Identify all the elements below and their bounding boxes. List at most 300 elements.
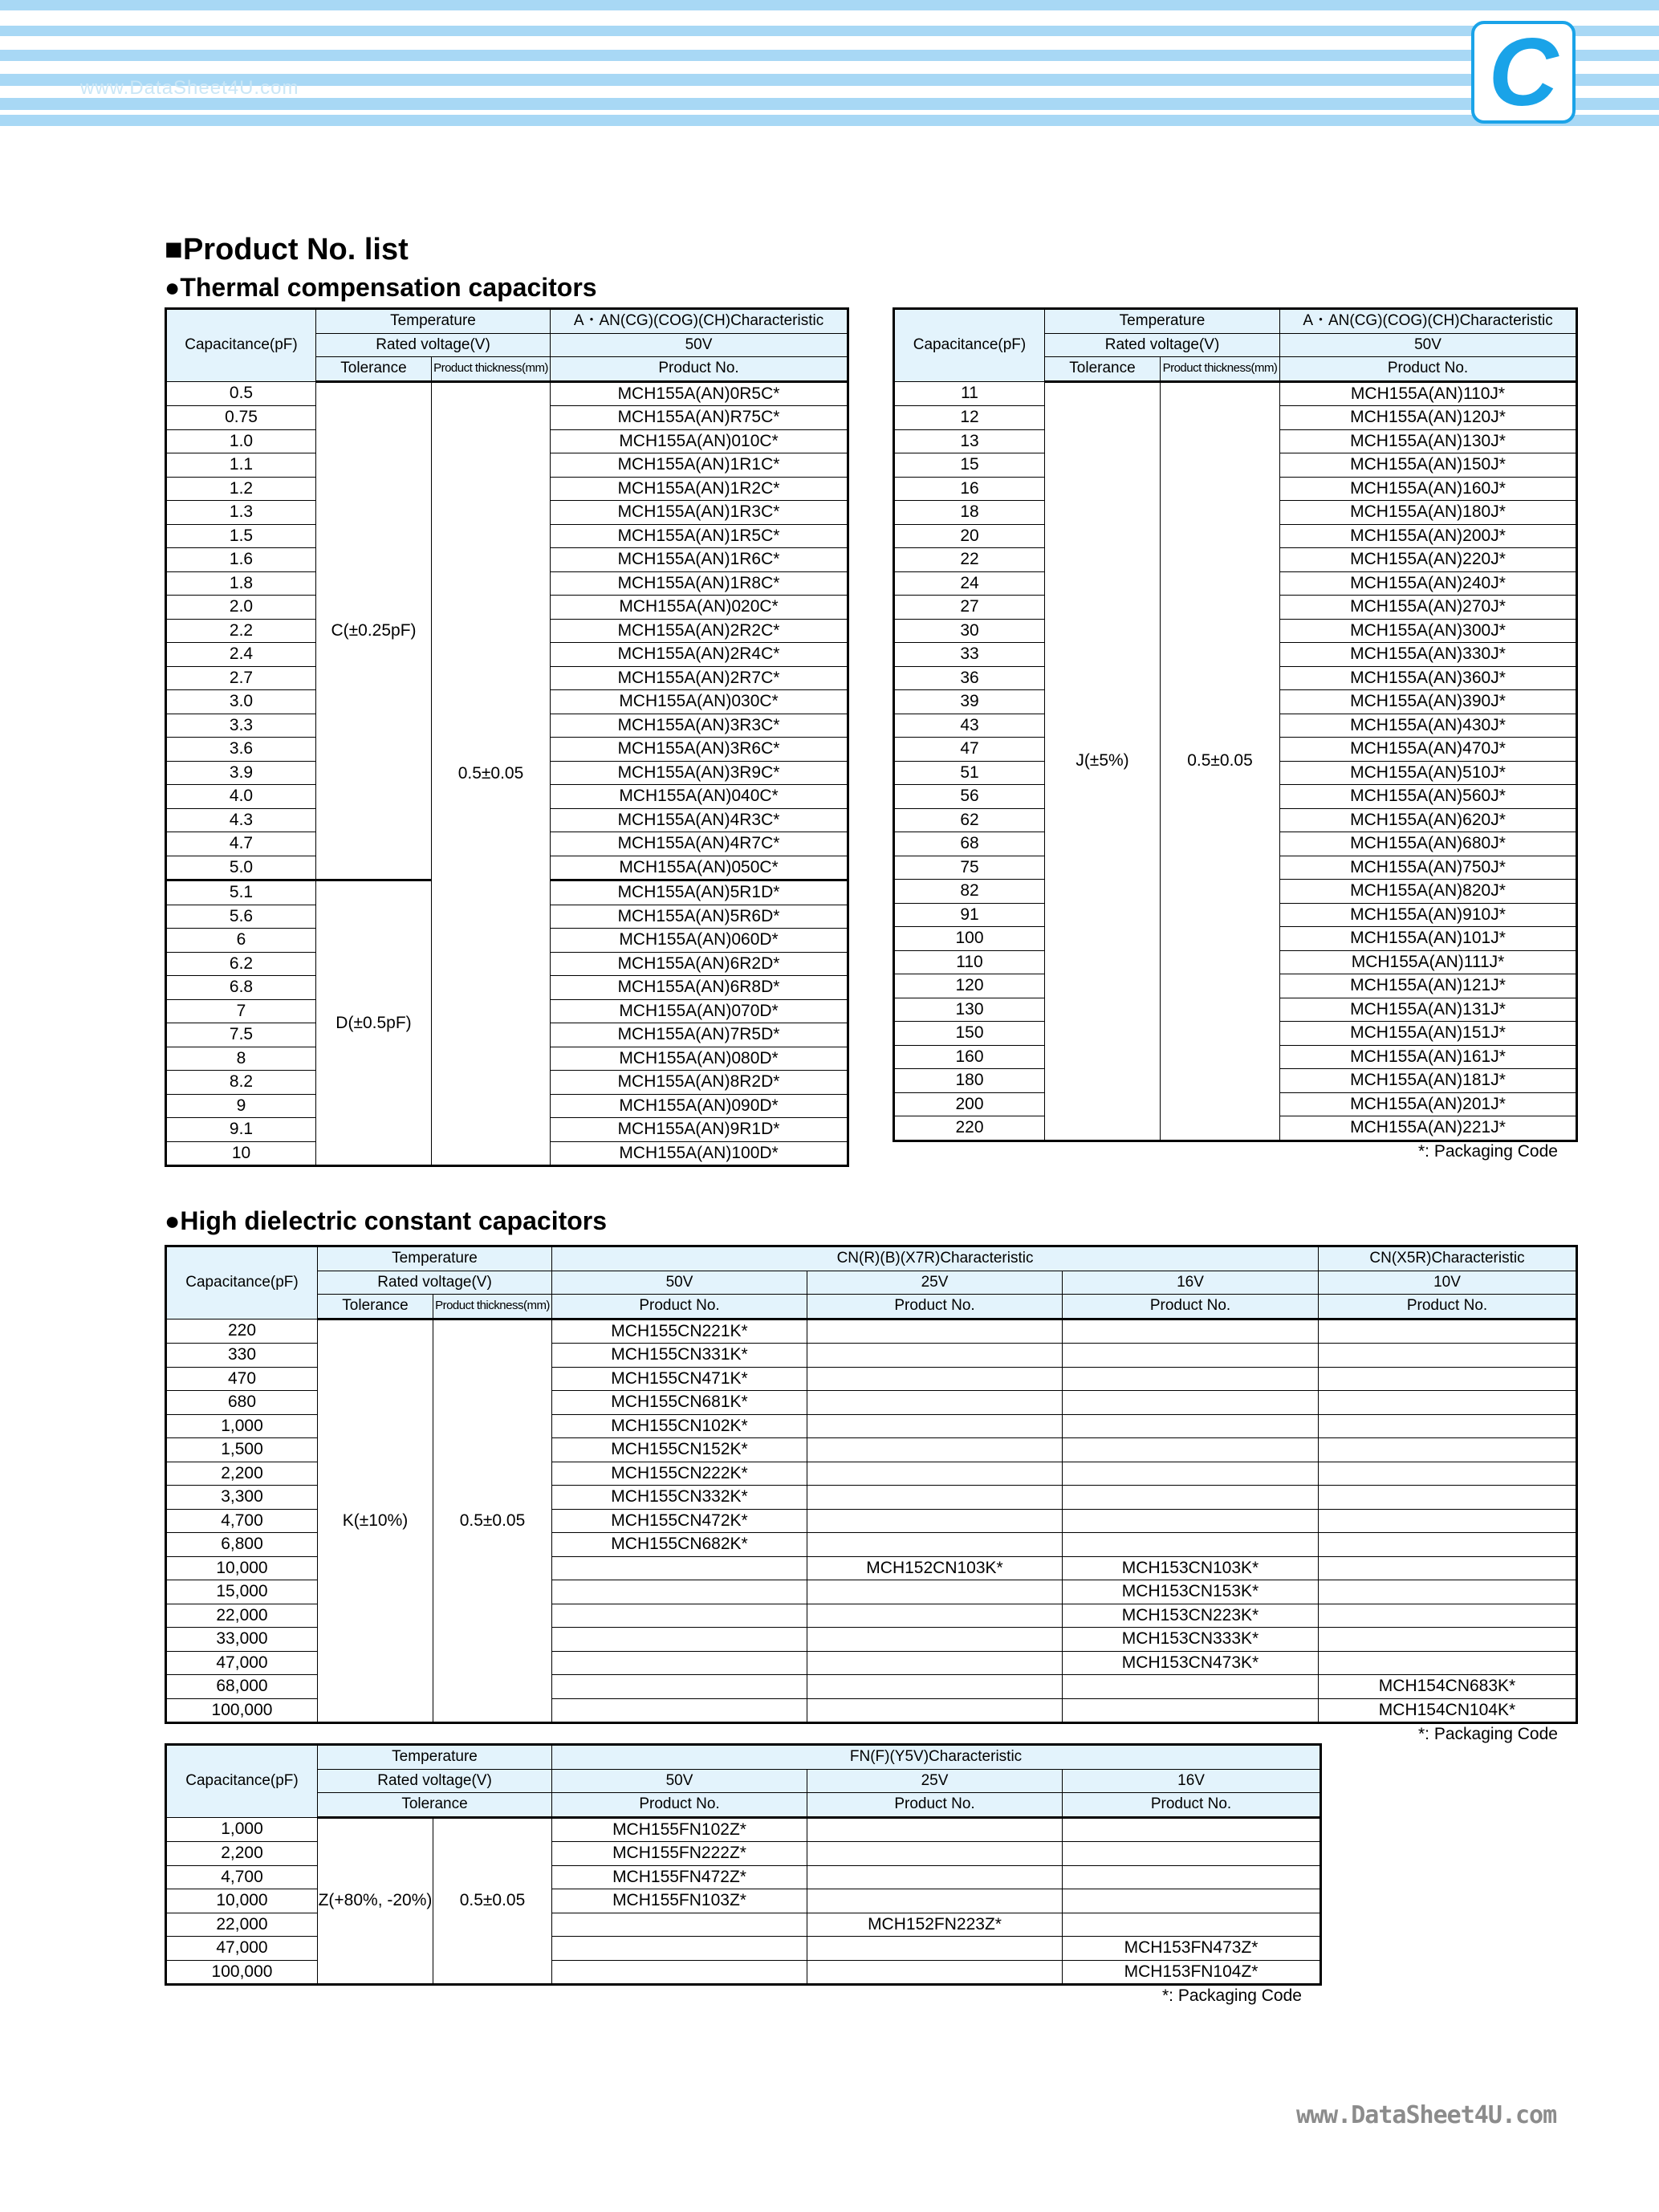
product-number: MCH153CN103K* — [1063, 1556, 1319, 1580]
product-number: MCH155A(AN)620J* — [1280, 808, 1577, 832]
capacitance-value: 1.3 — [166, 501, 316, 525]
product-number: MCH155A(AN)360J* — [1280, 666, 1577, 690]
product-number — [1319, 1462, 1577, 1486]
capacitance-value: 15 — [894, 453, 1045, 478]
product-number — [552, 1913, 807, 1937]
voltage-header: 50V — [552, 1271, 807, 1295]
capacitance-value: 10,000 — [166, 1556, 318, 1580]
thickness-header: Product thickness(mm) — [433, 1295, 552, 1319]
product-number — [807, 1675, 1063, 1699]
product-number: MCH155A(AN)040C* — [551, 785, 848, 809]
thickness-value: 0.5±0.05 — [433, 1817, 552, 1985]
capacitance-value: 75 — [894, 856, 1045, 880]
voltage-header: 50V — [551, 333, 848, 357]
capacitance-value: 220 — [166, 1319, 318, 1344]
capacitance-value: 180 — [894, 1069, 1045, 1093]
product-number — [807, 1889, 1063, 1913]
capacitance-value: 100,000 — [166, 1960, 318, 1985]
product-number: MCH155A(AN)270J* — [1280, 596, 1577, 620]
product-number — [1063, 1865, 1321, 1889]
product-number: MCH155CN152K* — [552, 1438, 807, 1462]
capacitance-value: 33 — [894, 643, 1045, 667]
product-number: MCH155FN222Z* — [552, 1842, 807, 1866]
product-number: MCH155CN472K* — [552, 1509, 807, 1533]
packaging-note: *: Packaging Code — [1418, 1142, 1558, 1161]
product-number: MCH155A(AN)1R8C* — [551, 571, 848, 596]
product-number: MCH153FN473Z* — [1063, 1937, 1321, 1961]
product-number: MCH153CN223K* — [1063, 1604, 1319, 1628]
capacitance-value: 2.7 — [166, 666, 316, 690]
capacitance-value: 2,200 — [166, 1462, 318, 1486]
voltage-header: 16V — [1063, 1271, 1319, 1295]
capacitance-value: 120 — [894, 974, 1045, 998]
cn-table — [165, 1245, 1578, 1724]
page-title: ■Product No. list — [165, 233, 409, 266]
temperature-header: Temperature — [318, 1246, 552, 1271]
product-number: MCH155A(AN)R75C* — [551, 406, 848, 430]
product-number: MCH155A(AN)120J* — [1280, 406, 1577, 430]
packaging-note: *: Packaging Code — [1418, 1725, 1558, 1743]
capacitance-value: 2.4 — [166, 643, 316, 667]
product-number — [1063, 1533, 1319, 1557]
capacitance-value: 330 — [166, 1344, 318, 1368]
product-number — [1319, 1556, 1577, 1580]
capacitance-value: 47 — [894, 738, 1045, 762]
capacitance-value: 1.2 — [166, 477, 316, 501]
product-number: MCH152CN103K* — [807, 1556, 1063, 1580]
capacitance-value: 160 — [894, 1045, 1045, 1069]
product-number: MCH155A(AN)680J* — [1280, 832, 1577, 856]
capacitance-value: 110 — [894, 950, 1045, 974]
product-number: MCH155A(AN)2R7C* — [551, 666, 848, 690]
capacitance-value: 4,700 — [166, 1865, 318, 1889]
product-number: MCH155A(AN)910J* — [1280, 903, 1577, 927]
characteristic-header: A・AN(CG)(COG)(CH)Characteristic — [1280, 309, 1577, 334]
product-number — [1063, 1462, 1319, 1486]
tolerance-header: Tolerance — [318, 1793, 552, 1818]
capacitance-value: 62 — [894, 808, 1045, 832]
capacitance-value: 1,000 — [166, 1817, 318, 1842]
capacitance-value: 3.0 — [166, 690, 316, 714]
table-row — [166, 1817, 1321, 1842]
product-number — [807, 1865, 1063, 1889]
capacitance-value: 1,500 — [166, 1438, 318, 1462]
rated-voltage-header: Rated voltage(V) — [318, 1271, 552, 1295]
product-header: Product No. — [1063, 1295, 1319, 1319]
product-number — [807, 1391, 1063, 1415]
product-number — [1319, 1486, 1577, 1510]
capacitance-value: 0.5 — [166, 381, 316, 406]
capacitance-value: 200 — [894, 1092, 1045, 1116]
thickness-value: 0.5±0.05 — [432, 381, 551, 1166]
capacitance-value: 4.3 — [166, 808, 316, 832]
product-number: MCH155A(AN)4R7C* — [551, 832, 848, 856]
thermal-left-table — [165, 307, 849, 1167]
product-number — [807, 1604, 1063, 1628]
product-number: MCH155A(AN)151J* — [1280, 1022, 1577, 1046]
product-number: MCH155A(AN)080D* — [551, 1047, 848, 1071]
product-number: MCH155A(AN)060D* — [551, 929, 848, 953]
capacitance-value: 100 — [894, 927, 1045, 951]
capacitance-value: 22,000 — [166, 1604, 318, 1628]
product-number — [1063, 1817, 1321, 1842]
product-number: MCH155A(AN)100D* — [551, 1141, 848, 1166]
characteristic-header: A・AN(CG)(COG)(CH)Characteristic — [551, 309, 848, 334]
product-number: MCH155A(AN)181J* — [1280, 1069, 1577, 1093]
capacitance-value: 12 — [894, 406, 1045, 430]
capacitance-value: 33,000 — [166, 1628, 318, 1652]
product-number: MCH155A(AN)9R1D* — [551, 1118, 848, 1142]
temperature-header: Temperature — [316, 309, 551, 334]
capacitance-value: 6 — [166, 929, 316, 953]
product-number: MCH153CN333K* — [1063, 1628, 1319, 1652]
capacitance-value: 43 — [894, 714, 1045, 738]
product-number: MCH155A(AN)180J* — [1280, 501, 1577, 525]
product-number: MCH155A(AN)2R4C* — [551, 643, 848, 667]
tolerance-value: D(±0.5pF) — [316, 880, 432, 1166]
voltage-header: 50V — [552, 1769, 807, 1793]
capacitance-value: 2.2 — [166, 619, 316, 643]
tolerance-value: C(±0.25pF) — [316, 381, 432, 880]
capacitance-value: 8 — [166, 1047, 316, 1071]
product-number: MCH153CN473K* — [1063, 1651, 1319, 1675]
voltage-header: 25V — [807, 1271, 1063, 1295]
product-number — [807, 1817, 1063, 1842]
product-number: MCH155A(AN)221J* — [1280, 1116, 1577, 1141]
product-number: MCH155A(AN)1R6C* — [551, 548, 848, 572]
rated-voltage-header: Rated voltage(V) — [316, 333, 551, 357]
product-number: MCH155A(AN)161J* — [1280, 1045, 1577, 1069]
thermal-right-table — [893, 307, 1578, 1142]
capacitance-value: 3.9 — [166, 761, 316, 785]
product-number: MCH155CN221K* — [552, 1319, 807, 1344]
product-number: MCH152FN223Z* — [807, 1913, 1063, 1937]
product-number: MCH155A(AN)0R5C* — [551, 381, 848, 406]
product-number: MCH154CN683K* — [1319, 1675, 1577, 1699]
capacitance-value: 1.0 — [166, 429, 316, 453]
product-number: MCH155A(AN)020C* — [551, 596, 848, 620]
capacitance-value: 5.1 — [166, 880, 316, 905]
capacitance-value: 22 — [894, 548, 1045, 572]
thickness-value: 0.5±0.05 — [1161, 381, 1280, 1141]
product-number: MCH155FN102Z* — [552, 1817, 807, 1842]
capacitance-value: 2.0 — [166, 596, 316, 620]
product-number — [1319, 1580, 1577, 1604]
product-number — [1063, 1842, 1321, 1866]
product-header: Product No. — [1280, 357, 1577, 382]
product-number: MCH155A(AN)201J* — [1280, 1092, 1577, 1116]
capacitance-value: 68,000 — [166, 1675, 318, 1699]
product-number: MCH155A(AN)1R3C* — [551, 501, 848, 525]
product-number — [807, 1842, 1063, 1866]
product-number — [1319, 1509, 1577, 1533]
capacitance-value: 36 — [894, 666, 1045, 690]
product-number — [807, 1344, 1063, 1368]
product-number — [552, 1651, 807, 1675]
product-number: MCH155A(AN)070D* — [551, 999, 848, 1023]
capacitance-value: 47,000 — [166, 1651, 318, 1675]
product-number: MCH155A(AN)1R1C* — [551, 453, 848, 478]
product-number — [1319, 1651, 1577, 1675]
product-number: MCH155A(AN)5R1D* — [551, 880, 848, 905]
product-number — [552, 1960, 807, 1985]
capacitance-value: 56 — [894, 785, 1045, 809]
table-row — [166, 1319, 1577, 1344]
product-number: MCH155CN222K* — [552, 1462, 807, 1486]
product-number — [1319, 1628, 1577, 1652]
high-dielectric-heading: ●High dielectric constant capacitors — [165, 1206, 608, 1235]
capacitance-value: 6,800 — [166, 1533, 318, 1557]
product-number — [807, 1580, 1063, 1604]
product-number — [1063, 1344, 1319, 1368]
product-number: MCH155A(AN)130J* — [1280, 429, 1577, 453]
capacitance-header: Capacitance(pF) — [166, 309, 316, 382]
capacitance-value: 3.6 — [166, 738, 316, 762]
thickness-header: Product thickness(mm) — [1161, 357, 1280, 382]
capacitance-value: 20 — [894, 524, 1045, 548]
product-number: MCH155CN682K* — [552, 1533, 807, 1557]
product-number — [552, 1604, 807, 1628]
product-number — [807, 1486, 1063, 1510]
product-header: Product No. — [1063, 1793, 1321, 1818]
product-number: MCH155A(AN)150J* — [1280, 453, 1577, 478]
capacitance-value: 3,300 — [166, 1486, 318, 1510]
capacitance-value: 7 — [166, 999, 316, 1023]
capacitance-value: 5.0 — [166, 856, 316, 880]
product-number: MCH155FN103Z* — [552, 1889, 807, 1913]
product-number: MCH155A(AN)050C* — [551, 856, 848, 880]
product-number: MCH155A(AN)820J* — [1280, 880, 1577, 904]
product-number — [1319, 1319, 1577, 1344]
capacitance-value: 0.75 — [166, 406, 316, 430]
product-number: MCH155A(AN)5R6D* — [551, 905, 848, 929]
capacitance-value: 5.6 — [166, 905, 316, 929]
capacitance-value: 6.8 — [166, 976, 316, 1000]
product-number — [1063, 1913, 1321, 1937]
temperature-header: Temperature — [318, 1745, 552, 1770]
product-number — [807, 1937, 1063, 1961]
product-number: MCH154CN104K* — [1319, 1698, 1577, 1723]
product-number — [1319, 1344, 1577, 1368]
product-number — [1319, 1414, 1577, 1438]
capacitance-value: 68 — [894, 832, 1045, 856]
product-number: MCH155CN471K* — [552, 1367, 807, 1391]
voltage-header: 25V — [807, 1769, 1063, 1793]
capacitance-value: 30 — [894, 619, 1045, 643]
product-number — [807, 1533, 1063, 1557]
capacitance-value: 1.6 — [166, 548, 316, 572]
product-number: MCH155A(AN)390J* — [1280, 690, 1577, 714]
header-watermark: www.DataSheet4U.com — [80, 77, 299, 99]
tolerance-value: Z(+80%, -20%) — [318, 1817, 433, 1985]
product-number: MCH155A(AN)430J* — [1280, 714, 1577, 738]
capacitance-value: 10,000 — [166, 1889, 318, 1913]
voltage-header: 16V — [1063, 1769, 1321, 1793]
product-number — [1319, 1367, 1577, 1391]
tolerance-value: K(±10%) — [318, 1319, 433, 1723]
capacitance-value: 91 — [894, 903, 1045, 927]
product-number — [1063, 1486, 1319, 1510]
product-number — [552, 1937, 807, 1961]
product-number — [552, 1556, 807, 1580]
category-badge — [1471, 18, 1576, 126]
header-stripes — [0, 0, 1659, 128]
capacitance-value: 27 — [894, 596, 1045, 620]
characteristic-header: FN(F)(Y5V)Characteristic — [552, 1745, 1321, 1770]
product-number — [1063, 1438, 1319, 1462]
product-number: MCH155A(AN)7R5D* — [551, 1023, 848, 1047]
product-number — [1319, 1391, 1577, 1415]
product-number — [807, 1367, 1063, 1391]
product-number — [552, 1675, 807, 1699]
capacitance-value: 1.5 — [166, 524, 316, 548]
product-number: MCH155CN331K* — [552, 1344, 807, 1368]
table-row — [894, 381, 1577, 406]
badge-letter: C — [1488, 18, 1559, 126]
product-number: MCH155A(AN)3R3C* — [551, 714, 848, 738]
product-number — [807, 1651, 1063, 1675]
capacitance-value: 15,000 — [166, 1580, 318, 1604]
product-number: MCH155A(AN)470J* — [1280, 738, 1577, 762]
product-number: MCH153FN104Z* — [1063, 1960, 1321, 1985]
product-number — [807, 1319, 1063, 1344]
capacitance-value: 130 — [894, 998, 1045, 1022]
table-row — [166, 381, 848, 406]
capacitance-value: 39 — [894, 690, 1045, 714]
product-number — [1063, 1509, 1319, 1533]
capacitance-header: Capacitance(pF) — [166, 1246, 318, 1319]
capacitance-value: 1.1 — [166, 453, 316, 478]
product-number: MCH155CN681K* — [552, 1391, 807, 1415]
product-number: MCH155A(AN)240J* — [1280, 571, 1577, 596]
product-number: MCH155A(AN)030C* — [551, 690, 848, 714]
product-number — [807, 1628, 1063, 1652]
capacitance-value: 9.1 — [166, 1118, 316, 1142]
product-number — [1319, 1533, 1577, 1557]
product-number — [1063, 1319, 1319, 1344]
thickness-value: 0.5±0.05 — [433, 1319, 552, 1723]
product-number: MCH155A(AN)750J* — [1280, 856, 1577, 880]
product-number: MCH155A(AN)6R2D* — [551, 952, 848, 976]
product-number: MCH155A(AN)160J* — [1280, 477, 1577, 501]
product-number — [1063, 1698, 1319, 1723]
product-number: MCH155A(AN)3R9C* — [551, 761, 848, 785]
capacitance-value: 82 — [894, 880, 1045, 904]
capacitance-value: 1,000 — [166, 1414, 318, 1438]
product-header: Product No. — [552, 1793, 807, 1818]
capacitance-value: 2,200 — [166, 1842, 318, 1866]
product-number: MCH155FN472Z* — [552, 1865, 807, 1889]
product-number: MCH155A(AN)4R3C* — [551, 808, 848, 832]
packaging-note: *: Packaging Code — [1162, 1986, 1302, 2005]
product-number — [1063, 1414, 1319, 1438]
product-number: MCH155A(AN)560J* — [1280, 785, 1577, 809]
capacitance-value: 6.2 — [166, 952, 316, 976]
voltage-header: 10V — [1319, 1271, 1577, 1295]
capacitance-value: 10 — [166, 1141, 316, 1166]
product-header: Product No. — [807, 1295, 1063, 1319]
capacitance-value: 8.2 — [166, 1071, 316, 1095]
capacitance-value: 4.7 — [166, 832, 316, 856]
capacitance-value: 4,700 — [166, 1509, 318, 1533]
voltage-header: 50V — [1280, 333, 1577, 357]
footer-watermark: www.DataSheet4U.com — [1296, 2101, 1557, 2129]
product-number — [1063, 1675, 1319, 1699]
thickness-header: Product thickness(mm) — [432, 357, 551, 382]
product-number: MCH155A(AN)111J* — [1280, 950, 1577, 974]
product-number: MCH155A(AN)2R2C* — [551, 619, 848, 643]
capacitance-value: 220 — [894, 1116, 1045, 1141]
product-number: MCH155A(AN)510J* — [1280, 761, 1577, 785]
rated-voltage-header: Rated voltage(V) — [318, 1769, 552, 1793]
product-number — [807, 1414, 1063, 1438]
product-number — [807, 1509, 1063, 1533]
capacitance-value: 1.8 — [166, 571, 316, 596]
product-number — [1063, 1391, 1319, 1415]
capacitance-value: 47,000 — [166, 1937, 318, 1961]
capacitance-value: 4.0 — [166, 785, 316, 809]
capacitance-value: 13 — [894, 429, 1045, 453]
product-number — [807, 1438, 1063, 1462]
x5r-characteristic-header: CN(X5R)Characteristic — [1319, 1246, 1577, 1271]
capacitance-value: 100,000 — [166, 1698, 318, 1723]
temperature-header: Temperature — [1045, 309, 1280, 334]
capacitance-header: Capacitance(pF) — [166, 1745, 318, 1818]
product-number — [1319, 1438, 1577, 1462]
product-number — [1319, 1604, 1577, 1628]
product-number — [807, 1462, 1063, 1486]
capacitance-value: 9 — [166, 1094, 316, 1118]
capacitance-value: 680 — [166, 1391, 318, 1415]
product-header: Product No. — [807, 1793, 1063, 1818]
capacitance-value: 470 — [166, 1367, 318, 1391]
capacitance-value: 24 — [894, 571, 1045, 596]
product-number: MCH155A(AN)090D* — [551, 1094, 848, 1118]
product-number: MCH155A(AN)300J* — [1280, 619, 1577, 643]
product-number — [1063, 1889, 1321, 1913]
tolerance-header: Tolerance — [318, 1295, 433, 1319]
product-number — [552, 1580, 807, 1604]
tolerance-header: Tolerance — [1045, 357, 1161, 382]
product-number — [552, 1628, 807, 1652]
product-number — [1063, 1367, 1319, 1391]
product-number: MCH155A(AN)010C* — [551, 429, 848, 453]
capacitance-value: 7.5 — [166, 1023, 316, 1047]
product-number: MCH155CN102K* — [552, 1414, 807, 1438]
product-number — [807, 1698, 1063, 1723]
product-number: MCH155A(AN)3R6C* — [551, 738, 848, 762]
product-number — [552, 1698, 807, 1723]
rated-voltage-header: Rated voltage(V) — [1045, 333, 1280, 357]
product-number: MCH155CN332K* — [552, 1486, 807, 1510]
product-header: Product No. — [1319, 1295, 1577, 1319]
product-number: MCH155A(AN)1R5C* — [551, 524, 848, 548]
capacitance-header: Capacitance(pF) — [894, 309, 1045, 382]
capacitance-value: 22,000 — [166, 1913, 318, 1937]
product-number: MCH155A(AN)220J* — [1280, 548, 1577, 572]
product-number: MCH155A(AN)6R8D* — [551, 976, 848, 1000]
thermal-heading: ●Thermal compensation capacitors — [165, 273, 597, 302]
capacitance-value: 18 — [894, 501, 1045, 525]
tolerance-header: Tolerance — [316, 357, 432, 382]
capacitance-value: 51 — [894, 761, 1045, 785]
product-number: MCH155A(AN)121J* — [1280, 974, 1577, 998]
capacitance-value: 3.3 — [166, 714, 316, 738]
product-header: Product No. — [551, 357, 848, 382]
capacitance-value: 150 — [894, 1022, 1045, 1046]
fn-table — [165, 1743, 1322, 1986]
product-number: MCH155A(AN)101J* — [1280, 927, 1577, 951]
